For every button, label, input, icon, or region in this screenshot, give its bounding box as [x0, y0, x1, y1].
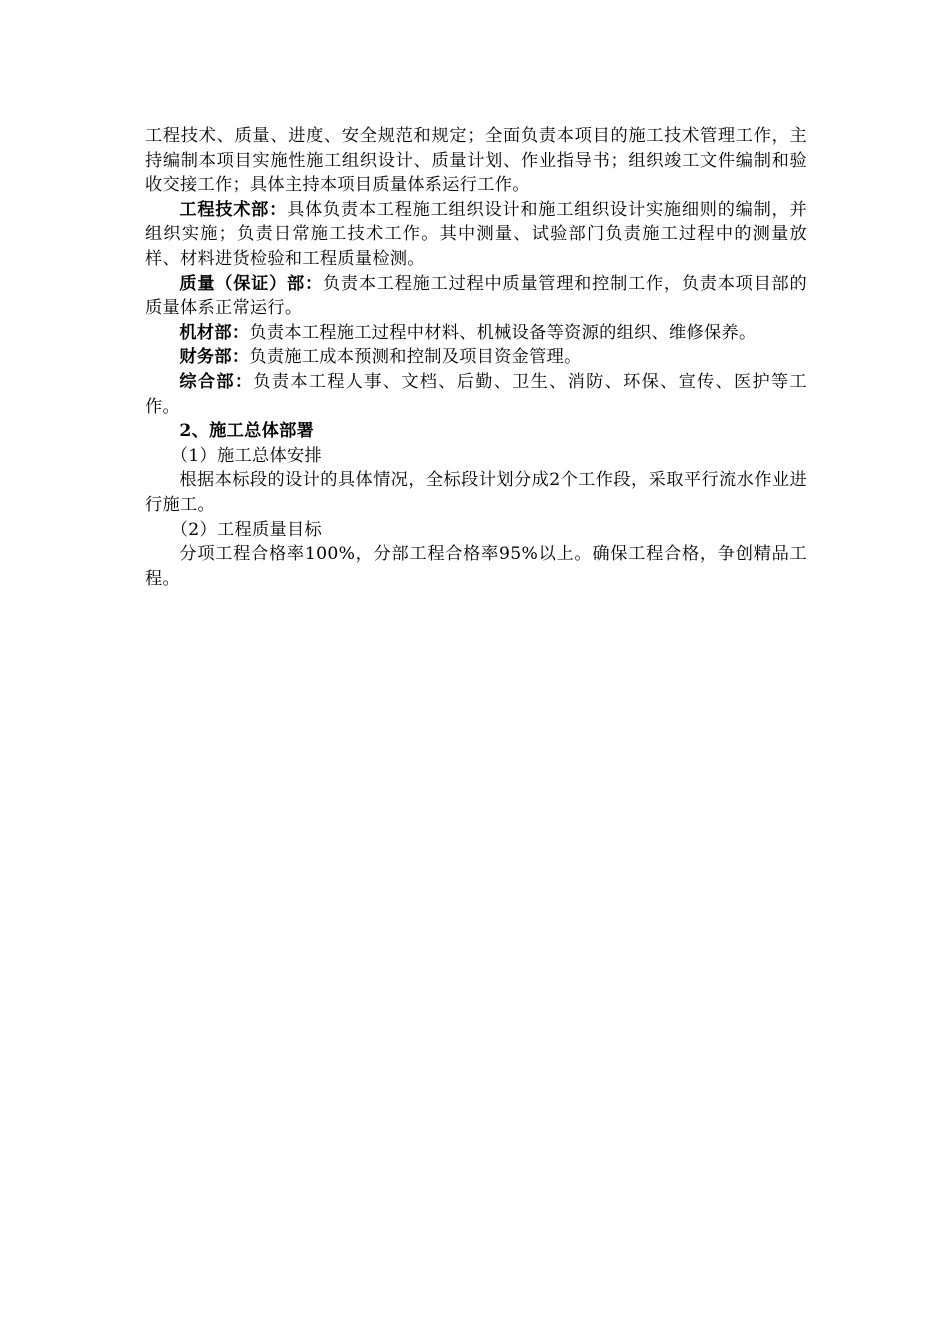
finance-dept-paragraph [145, 345, 807, 370]
material-dept-text: 负责本工程施工过程中材料、机械设备等资源的组织、维修保养。 [249, 322, 757, 343]
intro-paragraph: 工程技术、质量、进度、安全规范和规定；全面负责本项目的施工技术管理工作，主持编制本项目实施性施工组织设计、质量计划、作业指导书；组织竣工文件编制和验收交接工作；具体主持本项目质量体系运行工作。 [145, 126, 807, 196]
general-dept-text: 负责本工程人事、文档、后勤、卫生、消防、环保、宣传、医护等工作。 [145, 371, 807, 417]
subsection-text-2: 分项工程合格率100%，分部工程合格率95%以上。确保工程合格，争创精品工程。 [145, 544, 807, 589]
tech-dept-text: 具体负责本工程施工组织设计和施工组织设计实施细则的编制，并组织实施；负责日常施工技术工作。其中测量、试验部门负责施工过程中的测量放样、材料进货检验和工程质量检测。 [145, 199, 807, 269]
quality-dept-paragraph [145, 272, 807, 321]
finance-dept-text: 负责施工成本预测和控制及项目资金管理。 [249, 347, 582, 368]
subsection-heading-2: （2）工程质量目标 [170, 519, 322, 540]
general-dept-paragraph [145, 370, 807, 419]
quality-dept-label: 质量（保证）部： [179, 273, 323, 294]
tech-dept-paragraph [145, 198, 807, 272]
material-dept-paragraph [145, 321, 807, 346]
section-heading: 2、施工总体部署 [179, 421, 315, 442]
quality-dept-text: 负责本工程施工过程中质量管理和控制工作，负责本项目部的质量体系正常运行。 [145, 273, 807, 319]
finance-dept-label: 财务部： [179, 347, 250, 368]
document-page [145, 124, 807, 591]
subsection-text-1: 根据本标段的设计的具体情况，全标段计划分成2个工作段，采取平行流水作业进行施工。 [145, 470, 807, 515]
material-dept-label: 机材部： [179, 322, 250, 343]
tech-dept-label: 工程技术部： [179, 199, 288, 220]
subsection-heading-1: （1）施工总体安排 [170, 445, 322, 466]
general-dept-label: 综合部： [179, 371, 254, 392]
